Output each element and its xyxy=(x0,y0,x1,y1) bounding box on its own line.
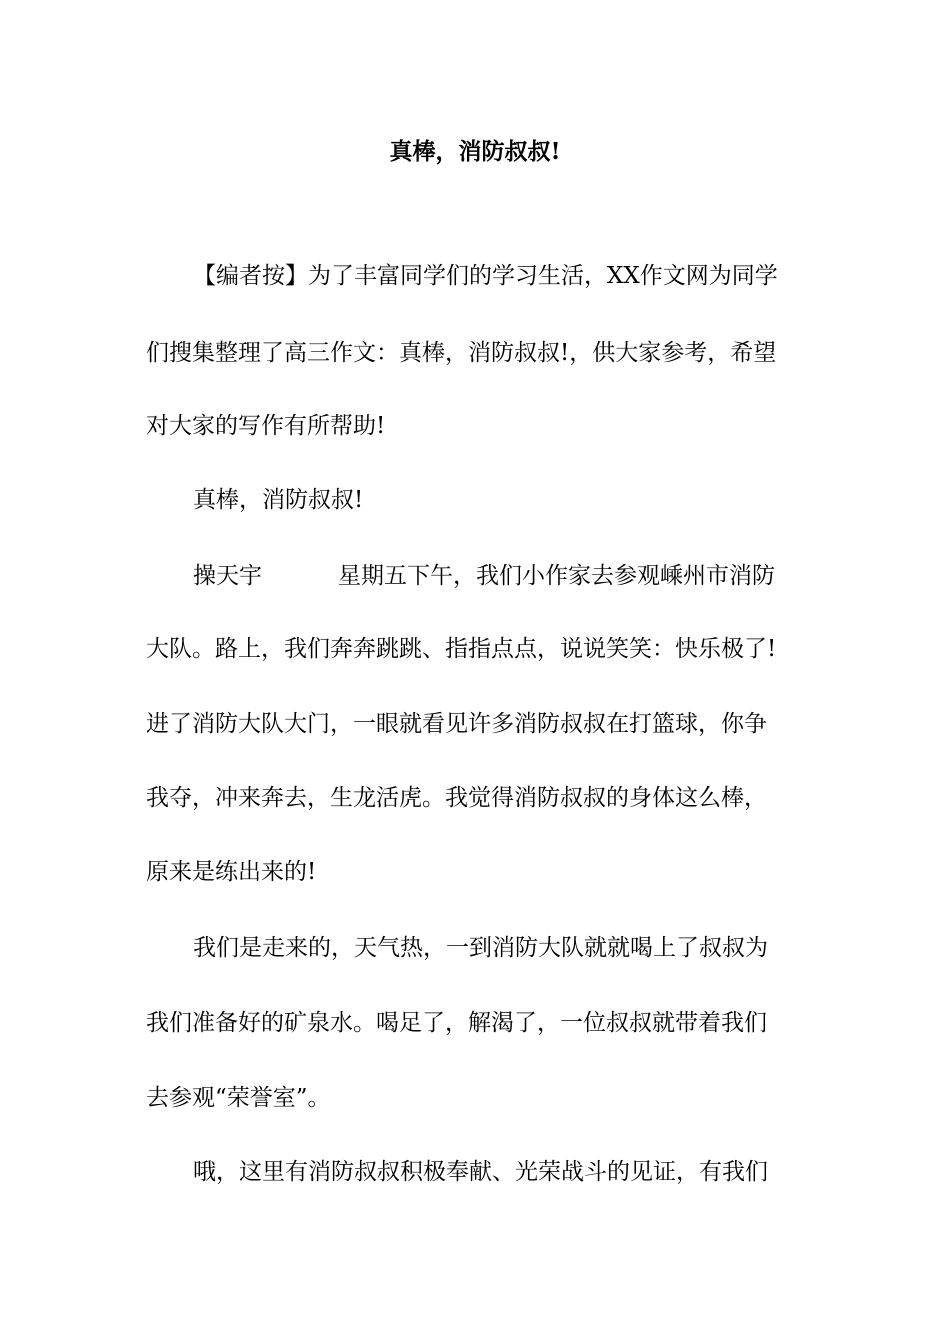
paragraph-3-line-1: 哦，这里有消防叔叔积极奉献、光荣战斗的见证，有我们 xyxy=(193,1159,768,1185)
paragraph-1-line-4: 我夺，冲来奔去，生龙活虎。我觉得消防叔叔的身体这么棒， xyxy=(146,785,767,811)
article-subtitle: 真棒，消防叔叔! xyxy=(193,487,364,513)
editor-note-line-1: 【编者按】为了丰富同学们的学习生活，XX作文网为同学 xyxy=(193,263,778,289)
paragraph-1-line-1: 星期五下午，我们小作家去参观嵊州市消防 xyxy=(338,563,775,589)
paragraph-1-line-5: 原来是练出来的! xyxy=(146,859,317,885)
editor-note-line-2: 们搜集整理了高三作文：真棒，消防叔叔!，供大家参考，希望 xyxy=(146,340,777,366)
editor-note-line-3: 对大家的写作有所帮助! xyxy=(146,413,386,439)
paragraph-2-line-3: 去参观“荣誉室”。 xyxy=(146,1085,331,1111)
paragraph-2-line-1: 我们是走来的，天气热，一到消防大队就就喝上了叔叔为 xyxy=(193,935,768,961)
paragraph-1-line-2: 大队。路上，我们奔奔跳跳、指指点点，说说笑笑：快乐极了! xyxy=(146,636,777,662)
author-name: 操天宇 xyxy=(193,563,262,589)
document-title: 真棒，消防叔叔! xyxy=(389,138,561,165)
author-line xyxy=(193,560,775,592)
paragraph-2-line-2: 我们准备好的矿泉水。喝足了，解渴了，一位叔叔就带着我们 xyxy=(146,1010,767,1036)
paragraph-1-line-3: 进了消防大队大门，一眼就看见许多消防叔叔在打篮球，你争 xyxy=(146,711,767,737)
